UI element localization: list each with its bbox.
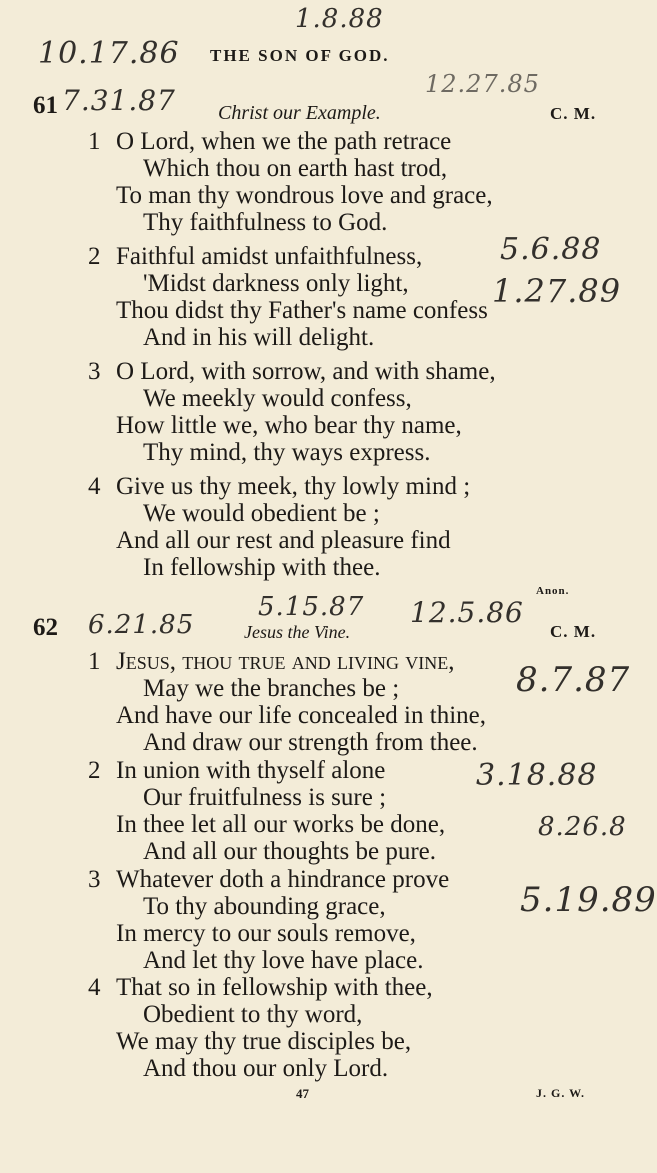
verse-line: O Lord, with sorrow, and with shame, [116, 358, 496, 385]
verse-line: Thy mind, thy ways express. [143, 439, 431, 466]
hymn-title: Jesus the Vine. [244, 622, 351, 642]
stanza-number: 4 [88, 473, 101, 500]
verse-line: And thou our only Lord. [143, 1055, 389, 1082]
verse-line: We may thy true disciples be, [116, 1028, 412, 1055]
running-head: THE SON OF GOD. [210, 46, 390, 65]
hymn-meter: C. M. [550, 622, 597, 641]
verse-line: We meekly would confess, [143, 385, 412, 412]
hymn-author: J. G. W. [536, 1086, 586, 1100]
verse-line: And all our thoughts be pure. [143, 838, 437, 865]
verse-line: Whatever doth a hindrance prove [116, 866, 450, 893]
stanza-number: 1 [88, 648, 101, 675]
verse-line: In mercy to our souls remove, [116, 920, 416, 947]
verse-line: Give us thy meek, thy lowly mind ; [116, 473, 471, 500]
handwritten-date: 12.5.86 [410, 596, 524, 629]
verse-line: Obedient to thy word, [143, 1001, 363, 1028]
hymn-number: 61 [33, 92, 58, 119]
verse-line: And have our life concealed in thine, [116, 702, 486, 729]
stanza-number: 2 [88, 243, 101, 270]
verse-line: And in his will delight. [143, 324, 375, 351]
stanza-number: 4 [88, 974, 101, 1001]
verse-line: Thou didst thy Father's name confess [116, 297, 488, 324]
verse-line: In fellowship with thee. [143, 554, 381, 581]
handwritten-date: 8.26.8 [538, 812, 627, 842]
verse-line: That so in fellowship with thee, [116, 974, 433, 1001]
handwritten-date: 8.7.87 [516, 660, 631, 700]
handwritten-date: 6.21.85 [88, 610, 195, 640]
hymn-author: Anon. [536, 585, 570, 597]
handwritten-date: 12.27.85 [425, 70, 540, 98]
verse-line: In thee let all our works be done, [116, 811, 446, 838]
stanza-number: 3 [88, 866, 101, 893]
verse-line: Which thou on earth hast trod, [143, 155, 448, 182]
handwritten-date: 10.17.86 [38, 36, 180, 71]
verse-line: Faithful amidst unfaithfulness, [116, 243, 423, 270]
handwritten-date: 3.18.88 [476, 758, 598, 793]
hymn-number: 62 [33, 614, 58, 641]
stanza-number: 1 [88, 128, 101, 155]
verse-line: In union with thyself alone [116, 757, 386, 784]
handwritten-date: 7.31.87 [62, 84, 176, 117]
verse-line: To man thy wondrous love and grace, [116, 182, 493, 209]
verse-line: And let thy love have place. [143, 947, 424, 974]
handwritten-date: 5.19.89 [520, 880, 657, 920]
verse-line: And all our rest and pleasure find [116, 527, 451, 554]
handwritten-date: 1.8.88 [295, 4, 384, 34]
stanza-number: 3 [88, 358, 101, 385]
verse-line: May we the branches be ; [143, 675, 400, 702]
hymn-title: Christ our Example. [218, 102, 381, 124]
verse-line: And draw our strength from thee. [143, 729, 478, 756]
handwritten-date: 5.6.88 [500, 232, 602, 267]
verse-line: O Lord, when we the path retrace [116, 128, 452, 155]
verse-line: 'Midst darkness only light, [143, 270, 409, 297]
verse-line: Thy faithfulness to God. [143, 209, 388, 236]
handwritten-date: 5.15.87 [258, 592, 365, 622]
hymn-meter: C. M. [550, 104, 597, 123]
page-number: 47 [296, 1086, 309, 1101]
verse-line: Jesus, thou true and living vine, [116, 648, 455, 675]
stanza-number: 2 [88, 757, 101, 784]
verse-line: To thy abounding grace, [143, 893, 386, 920]
handwritten-date: 1.27.89 [492, 272, 622, 310]
verse-line: How little we, who bear thy name, [116, 412, 462, 439]
verse-line: Our fruitfulness is sure ; [143, 784, 387, 811]
verse-line: We would obedient be ; [143, 500, 380, 527]
